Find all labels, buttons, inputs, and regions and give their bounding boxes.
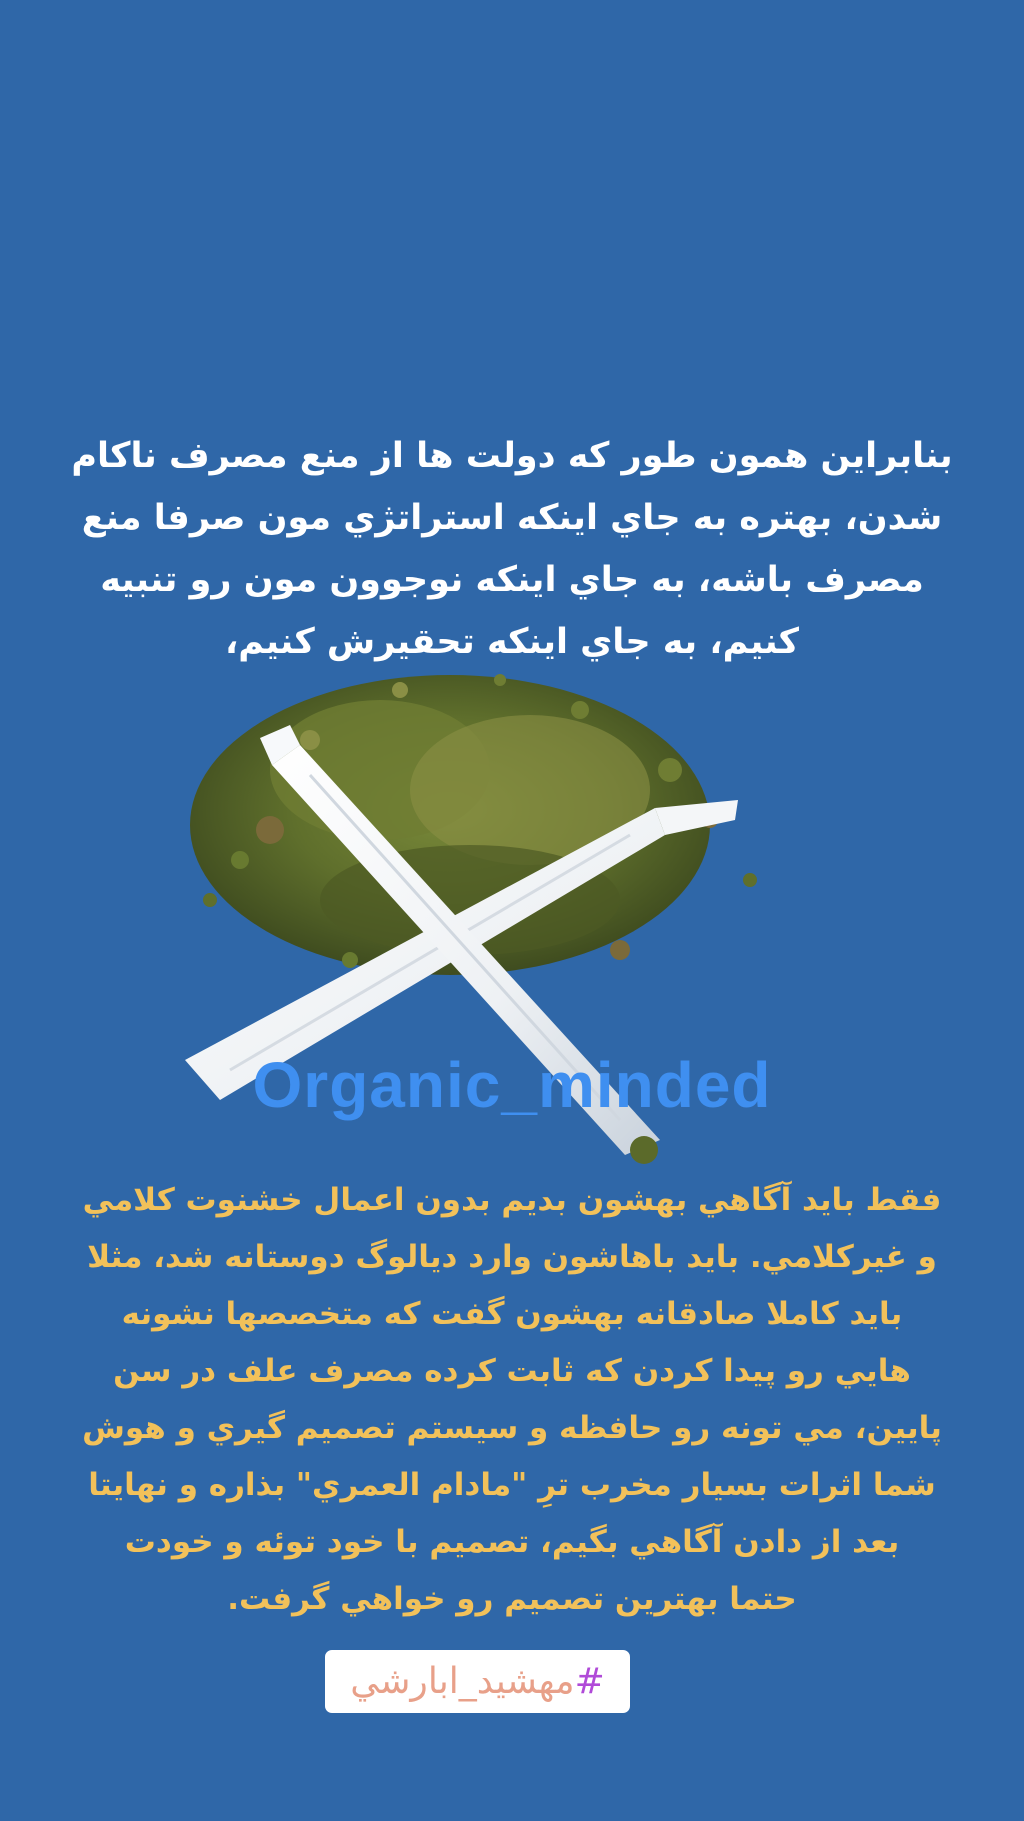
bottom-caption-line: بعد از دادن آگاهي بگيم، تصميم با خود توئه و خودت <box>124 1524 900 1560</box>
top-caption-line: بنابراين همون طور كه دولت ها از منع مصرف ناكام <box>71 436 953 476</box>
hashtag-text: مهشيد_ابارشي <box>350 1661 575 1702</box>
top-caption-line: مصرف باشه، به جاي اينكه نوجوون مون رو تنبيه <box>100 560 924 600</box>
bottom-caption-line: فقط بايد آگاهي بهشون بديم بدون اعمال خشنوت كلامي <box>82 1182 942 1218</box>
hashtag-sticker[interactable] <box>325 1650 630 1713</box>
top-caption-line: كنيم، به جاي اينكه تحقيرش كنيم، <box>225 622 799 662</box>
bottom-caption-line: حتما بهترين تصميم رو خواهي گرفت. <box>227 1581 797 1617</box>
bottom-caption <box>30 1172 994 1628</box>
bottom-caption-line: هايي رو پيدا كردن كه ثابت كرده مصرف علف در سن <box>113 1353 911 1389</box>
hashtag-symbol: # <box>574 1661 605 1702</box>
bottom-caption-line: شما اثرات بسيار مخرب ترِ "مادام العمري" بذاره و نهايتا <box>88 1467 936 1503</box>
top-caption-line: شدن، بهتره به جاي اينكه استراتژي مون صرفا منع <box>81 498 943 538</box>
watermark-text: Organic_minded <box>252 1049 772 1121</box>
bottom-caption-line: و غيركلامي. بايد باهاشون وارد ديالوگ دوستانه شد، مثلا <box>87 1239 937 1275</box>
bottom-caption-line: پايين، مي تونه رو حافظه و سيستم تصميم گيري و هوش <box>82 1410 942 1446</box>
top-caption <box>40 425 984 673</box>
bottom-caption-line: بايد كاملا صادقانه بهشون گفت كه متخصصها نشونه <box>121 1296 903 1332</box>
